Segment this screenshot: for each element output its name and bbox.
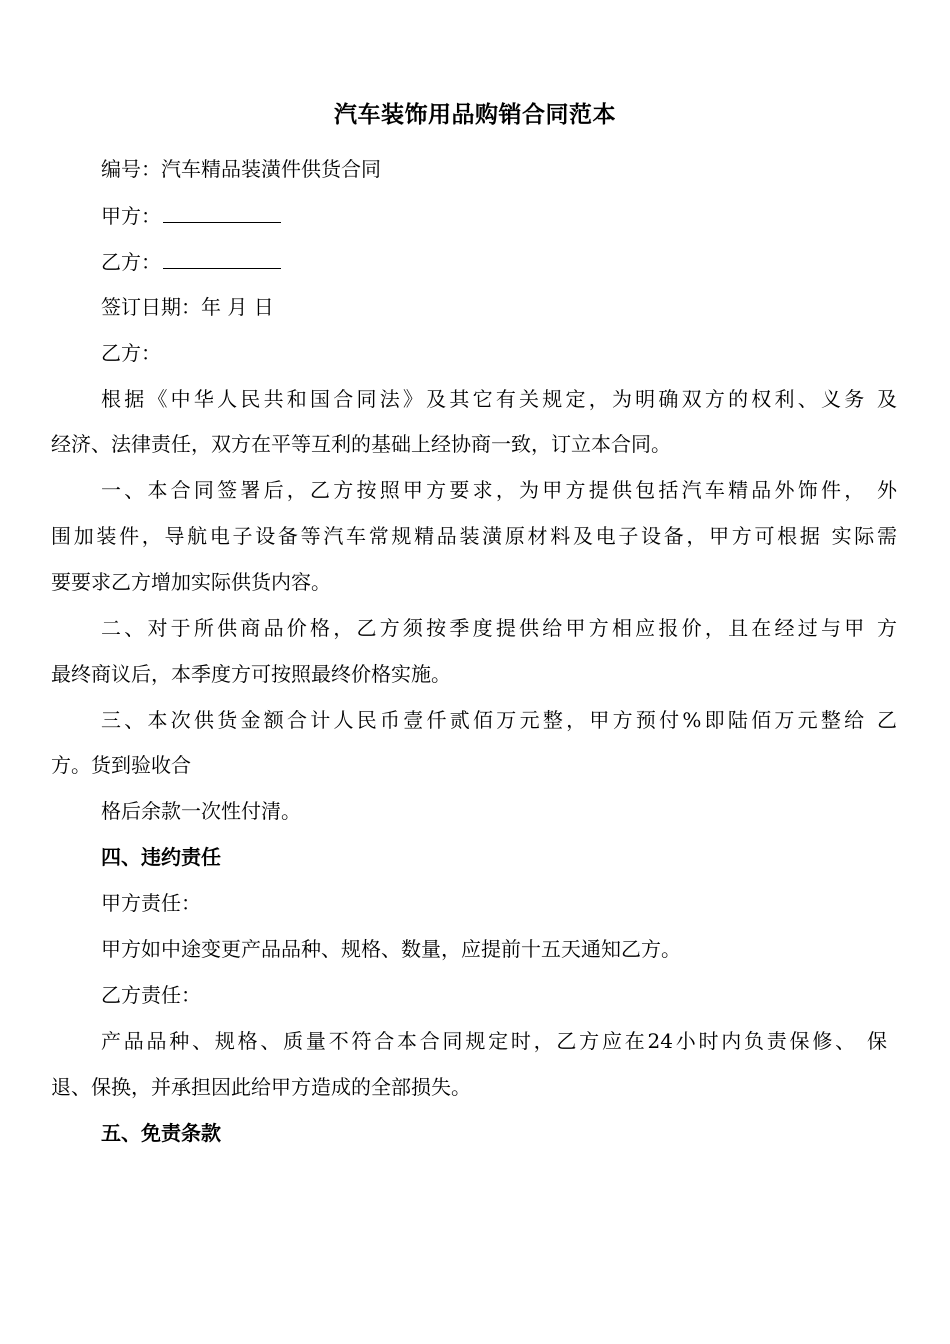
clause-1-line-3: 要要求乙方增加实际供货内容。 <box>51 570 331 594</box>
party-b-responsibility-line-2: 退、保换，并承担因此给甲方造成的全部损失。 <box>51 1075 471 1099</box>
sign-date: 签订日期：年 月 日 <box>101 295 274 319</box>
party-b-second-label: 乙方： <box>101 341 161 365</box>
party-b-label: 乙方： <box>101 250 161 274</box>
clause-3-line-2: 方。货到验收合 <box>51 753 191 777</box>
party-a-responsibility-label: 甲方责任： <box>101 891 201 915</box>
clause-2-line-2: 最终商议后，本季度方可按照最终价格实施。 <box>51 662 451 686</box>
party-b-responsibility-line-1: 产品品种、规格、质量不符合本合同规定时，乙方应在24小时内负责保修、 保 <box>101 1029 887 1053</box>
contract-number: 编号：汽车精品装潢件供货合同 <box>101 157 381 181</box>
party-b-line <box>101 247 281 277</box>
clause-1-line-1: 一、本合同签署后，乙方按照甲方要求，为甲方提供包括汽车精品外饰件， 外 <box>101 478 897 502</box>
clause-1-line-2: 围加装件，导航电子设备等汽车常规精品装潢原材料及电子设备，甲方可根据 实际需 <box>51 524 897 548</box>
section-4-heading: 四、违约责任 <box>101 845 221 869</box>
document-title: 汽车装饰用品购销合同范本 <box>334 101 616 128</box>
clause-3-line-1: 三、本次供货金额合计人民币壹仟贰佰万元整，甲方预付%即陆佰万元整给 乙 <box>101 708 897 732</box>
party-b-blank <box>163 248 281 269</box>
party-a-label: 甲方： <box>101 204 161 228</box>
clause-3-line-3: 格后余款一次性付清。 <box>101 799 301 823</box>
section-5-heading: 五、免责条款 <box>101 1121 221 1145</box>
preamble-line-1: 根据《中华人民共和国合同法》及其它有关规定，为明确双方的权利、义务 及 <box>101 387 897 411</box>
clause-2-line-1: 二、对于所供商品价格，乙方须按季度提供给甲方相应报价，且在经过与甲 方 <box>101 616 897 640</box>
party-a-blank <box>163 202 281 223</box>
party-a-line <box>101 201 281 231</box>
party-b-responsibility-label: 乙方责任： <box>101 983 201 1007</box>
preamble-line-2: 经济、法律责任，双方在平等互利的基础上经协商一致，订立本合同。 <box>51 432 671 456</box>
party-a-responsibility-text: 甲方如中途变更产品品种、规格、数量，应提前十五天通知乙方。 <box>101 937 681 961</box>
